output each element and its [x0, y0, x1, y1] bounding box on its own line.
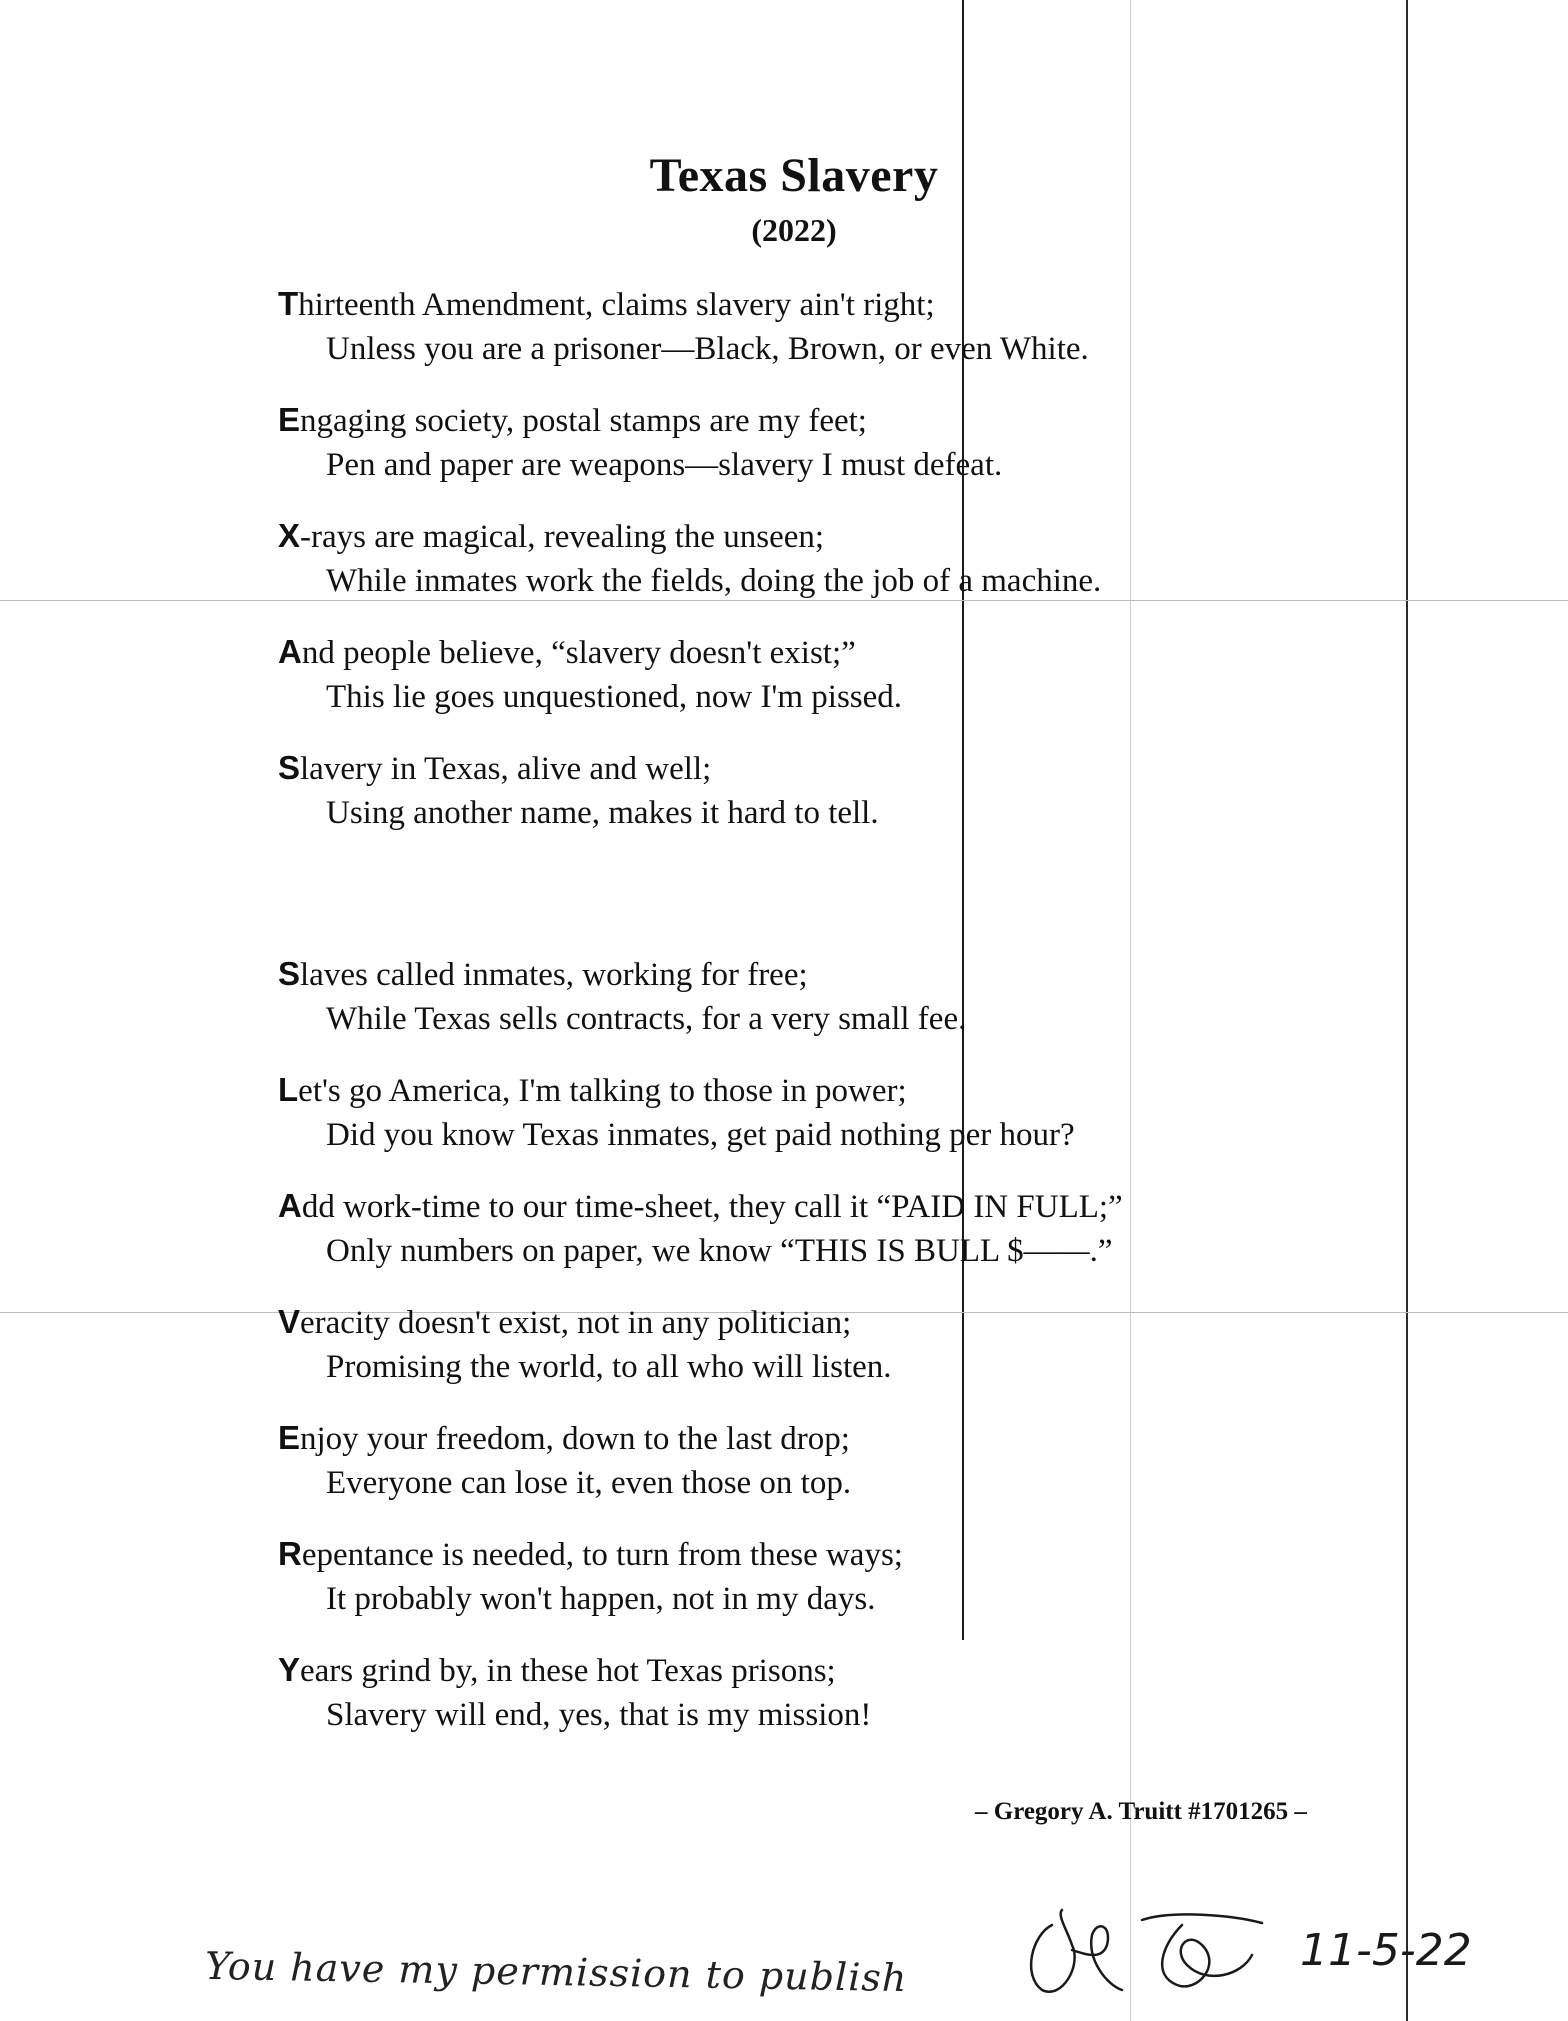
- acrostic-letter: L: [278, 1071, 299, 1108]
- stanza: [278, 630, 1278, 719]
- stanza-line-1: Enjoy your freedom, down to the last drop;: [278, 1419, 850, 1457]
- acrostic-letter: A: [278, 1187, 302, 1224]
- acrostic-letter: Y: [278, 1651, 301, 1688]
- stanza-line-1: Slavery in Texas, alive and well;: [278, 749, 712, 787]
- stanza-line-1: Veracity doesn't exist, not in any politician;: [278, 1303, 852, 1341]
- stanza-line-2: Unless you are a prisoner—Black, Brown, or even White.: [326, 331, 1089, 367]
- stanza-line-2: Everyone can lose it, even those on top.: [326, 1465, 852, 1501]
- poem-year: (2022): [751, 212, 837, 248]
- handwritten-permission-note: You have my permission to publish: [204, 1943, 908, 2001]
- stanza-line-1: X-rays are magical, revealing the unseen;: [278, 517, 825, 555]
- acrostic-letter: S: [278, 749, 301, 786]
- stanza: [278, 1300, 1278, 1389]
- acrostic-letter: E: [278, 1419, 301, 1456]
- stanza-line-2: Promising the world, to all who will listen.: [326, 1349, 892, 1385]
- stanza-line-1: Engaging society, postal stamps are my feet;: [278, 401, 867, 439]
- acrostic-letter: V: [278, 1303, 301, 1340]
- acrostic-letter: A: [278, 633, 302, 670]
- stanza: [278, 514, 1278, 603]
- stanza: [278, 1184, 1278, 1273]
- stanza: [278, 1416, 1278, 1505]
- stanza: [278, 1068, 1278, 1157]
- acrostic-letter: E: [278, 401, 301, 438]
- stanza-line-2: Did you know Texas inmates, get paid nothing per hour?: [326, 1117, 1075, 1153]
- acrostic-letter: T: [278, 285, 299, 322]
- stanza: [278, 1532, 1278, 1621]
- stanza-line-1: Let's go America, I'm talking to those in power;: [278, 1071, 907, 1109]
- stanza: [278, 398, 1278, 487]
- stanza-line-1: Add work-time to our time-sheet, they call it “PAID IN FULL;”: [278, 1187, 1123, 1225]
- handwritten-date: 11-5-22: [1300, 1925, 1472, 1976]
- scan-fold-line: [1406, 0, 1408, 2021]
- stanza-line-1: Years grind by, in these hot Texas prisons;: [278, 1651, 836, 1689]
- stanza-line-2: This lie goes unquestioned, now I'm pissed.: [326, 679, 903, 715]
- stanza-line-2: While inmates work the fields, doing the job of a machine.: [326, 563, 1102, 599]
- stanza-line-2: Slavery will end, yes, that is my mission!: [326, 1697, 872, 1733]
- handwritten-signature: [1012, 1905, 1322, 2005]
- stanza-line-1: Thirteenth Amendment, claims slavery ain't right;: [278, 285, 935, 323]
- stanza: [278, 1648, 1278, 1737]
- stanza-line-2: It probably won't happen, not in my days.: [326, 1581, 876, 1617]
- stanza: [278, 952, 1278, 1041]
- stanza-line-2: Pen and paper are weapons—slavery I must defeat.: [326, 447, 1003, 483]
- poem-title: Texas Slavery: [649, 149, 939, 202]
- stanza-line-1: And people believe, “slavery doesn't exist;”: [278, 633, 856, 671]
- stanza-line-2: Only numbers on paper, we know “THIS IS BULL $——.”: [326, 1233, 1113, 1269]
- stanza-line-2: While Texas sells contracts, for a very small fee.: [326, 1001, 967, 1037]
- stanza: [278, 746, 1278, 835]
- author-attribution: – Gregory A. Truitt #1701265 –: [975, 1798, 1307, 1825]
- stanza-line-1: Slaves called inmates, working for free;: [278, 955, 808, 993]
- stanza-line-2: Using another name, makes it hard to tell.: [326, 795, 879, 831]
- stanza: [278, 282, 1278, 371]
- acrostic-letter: R: [278, 1535, 302, 1572]
- acrostic-letter: S: [278, 955, 301, 992]
- acrostic-letter: X: [278, 517, 301, 554]
- stanza-line-1: Repentance is needed, to turn from these ways;: [278, 1535, 903, 1573]
